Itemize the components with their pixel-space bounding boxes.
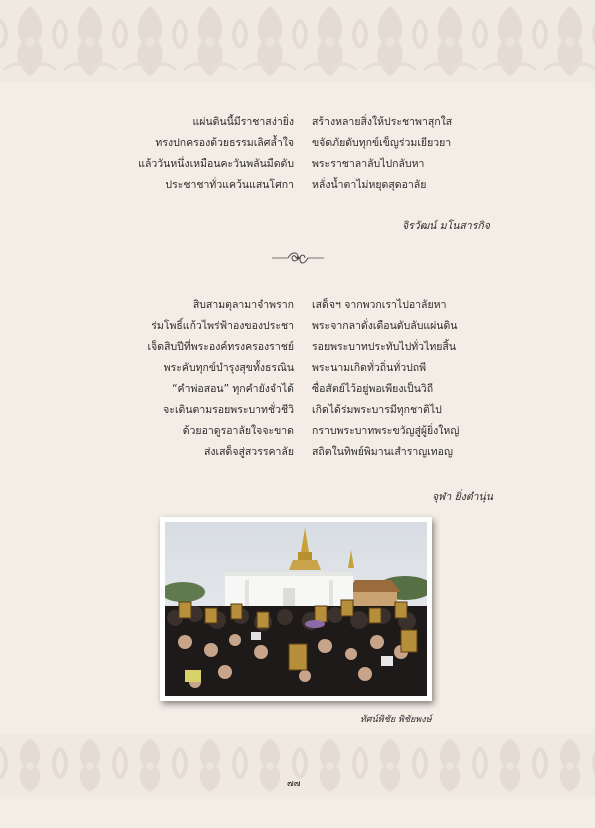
- poem1-right-column: [312, 112, 512, 196]
- photo-caption: ทัศน์พิชัย พิชัยพงษ์: [360, 715, 432, 725]
- poem-line: สร้างหลายสิ่งให้ประชาพาสุกใส: [312, 116, 453, 128]
- poem1-left-column: [96, 112, 294, 196]
- poem-line: แผ่นดินนี้มีราชาสง่ายิ่ง: [192, 116, 294, 128]
- poem-line: แล้ววันหนึ่งเหมือนคะวันพลันมืดดับ: [138, 158, 294, 170]
- page-number: ๗๗: [287, 779, 301, 789]
- poem-line: ซื่อสัตย์ไว้อยู่พอเพียงเป็นวิถี: [312, 383, 434, 395]
- poem2-right-column: [312, 295, 512, 463]
- poem-line: ร่มโพธิ์แก้วไพร่ฟ้าองของประชา: [151, 320, 294, 332]
- poem-line: เสด็จฯ จากพวกเราไปอาลัยหา: [312, 299, 447, 311]
- poem-line: จะเดินตามรอยพระบาทชั่วชีวิ: [163, 404, 294, 416]
- poem-line: กราบพระบาทพระขวัญสู่ผู้ยิ่งใหญ่: [312, 425, 460, 437]
- poem-line: เกิดได้ร่มพระบารมีทุกชาติไป: [312, 404, 442, 416]
- poem-line: พระคับทุกข์บำรุงสุขทั้งธรณิน: [163, 362, 294, 374]
- top-ornament-band: [0, 0, 595, 82]
- crowd-photo: [165, 522, 427, 696]
- photo-frame: [160, 517, 432, 701]
- poem-line: หลั่งน้ำตาไม่หยุดสุดอาลัย: [312, 179, 427, 191]
- poem-line: “คำพ่อสอน” ทุกคำยังจำได้: [172, 383, 294, 395]
- poem-line: พระจากลาดั่งเดือนดับลับแผ่นดิน: [312, 320, 458, 332]
- poem-line: ส่งเสด็จสู่สวรรคาลัย: [203, 446, 294, 458]
- poem2-author: จุฬา ยิ่งตำนุ่น: [432, 491, 493, 503]
- poem-line: สิบสามตุลามาจำพราก: [192, 299, 294, 311]
- flourish-divider-icon: [272, 248, 324, 268]
- poem-line: รอยพระบาทประทับไปทั่วไทยสิ้น: [312, 341, 457, 353]
- poem-line: ด้วยอาดูรอาลัยใจจะขาด: [182, 425, 294, 437]
- poem2-left-column: [96, 295, 294, 463]
- poem-line: พระนามเกิดทั่วถิ่นทั่วปถพี: [312, 362, 427, 374]
- poem-line: ขจัดภัยดับทุกข์เข็ญร่วมเยียวยา: [312, 137, 452, 149]
- poem-line: ทรงปกครองด้วยธรรมเลิศล้ำใจ: [155, 137, 294, 149]
- poem-line: ประชาชาทั่วแคว้นแสนโศกา: [165, 179, 294, 191]
- poem-line: เจ็ดสิบปีที่พระองค์ทรงครองราชย์: [147, 341, 294, 353]
- poem-line: สถิตในทิพย์พิมานเสำราญเทอญ: [312, 446, 453, 458]
- poem1-author: จิรวัฒน์ มโนสารกิจ: [402, 220, 490, 232]
- poem-line: พระราชาลาลับไปกลับหา: [312, 158, 425, 170]
